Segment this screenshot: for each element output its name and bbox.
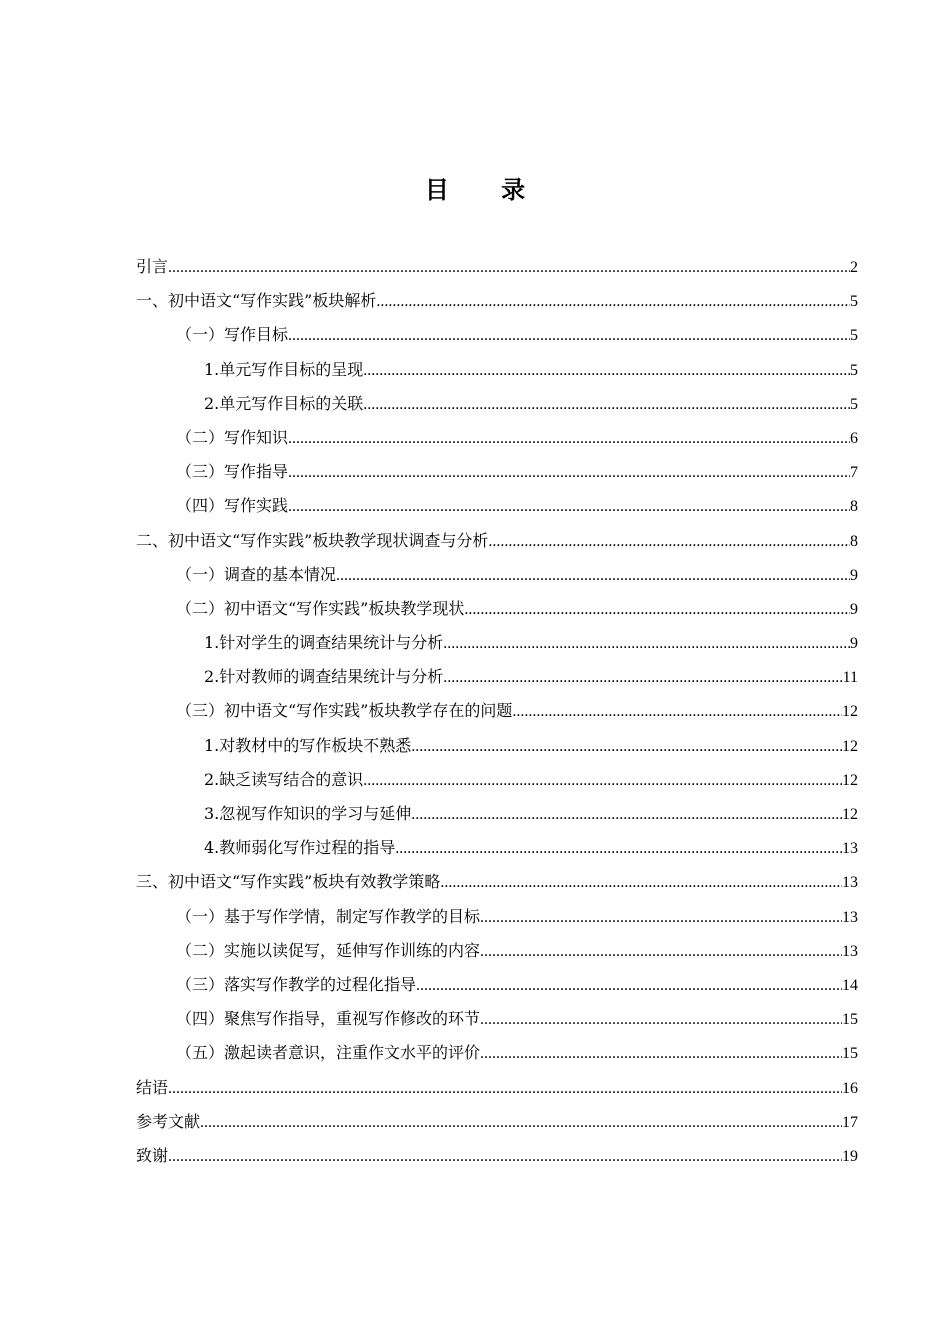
table-of-contents <box>136 250 858 1173</box>
toc-entry-page-number: 9 <box>850 600 858 618</box>
toc-entry-page-number: 5 <box>850 293 858 311</box>
toc-entry-page-number: 13 <box>842 874 858 892</box>
toc-entry[interactable] <box>136 831 858 865</box>
toc-dot-leader <box>363 354 850 388</box>
toc-entry-page-number: 7 <box>850 464 858 482</box>
toc-entry-page-number: 8 <box>850 498 858 516</box>
toc-entry[interactable] <box>136 421 858 455</box>
toc-dot-leader <box>480 935 842 969</box>
toc-dot-leader <box>288 319 850 353</box>
toc-entry-label: （一）基于写作学情，制定写作教学的目标 <box>176 906 481 926</box>
toc-entry-page-number: 12 <box>842 806 858 823</box>
toc-entry-label: （四）写作实践 <box>176 496 289 516</box>
toc-entry-page-number: 13 <box>842 908 858 926</box>
toc-dot-leader <box>411 798 842 832</box>
toc-entry[interactable] <box>136 318 858 352</box>
toc-dot-leader <box>168 251 850 285</box>
toc-entry-label: 3.忽视写作知识的学习与延伸 <box>204 804 412 823</box>
toc-entry-label: （二）写作知识 <box>176 427 289 447</box>
toc-entry-page-number: 8 <box>850 532 858 550</box>
toc-entry-page-number: 5 <box>850 361 858 379</box>
toc-dot-leader <box>288 456 850 490</box>
toc-dot-leader <box>512 695 842 729</box>
toc-dot-leader <box>168 1140 842 1174</box>
toc-entry[interactable] <box>136 660 858 694</box>
toc-entry-page-number: 12 <box>842 771 858 789</box>
toc-entry[interactable] <box>136 865 858 899</box>
toc-entry-page-number: 13 <box>842 840 858 858</box>
toc-entry-label: （五）激起读者意识，注重作文水平的评价 <box>176 1043 481 1063</box>
toc-entry-page-number: 12 <box>842 703 858 721</box>
toc-entry-page-number: 17 <box>842 1113 858 1131</box>
toc-dot-leader <box>168 1072 842 1106</box>
toc-entry[interactable] <box>136 1036 858 1070</box>
toc-entry[interactable] <box>136 1071 858 1105</box>
toc-entry-label: 2.缺乏读写结合的意识 <box>204 769 364 789</box>
toc-entry-page-number: 9 <box>850 635 858 653</box>
toc-dot-leader <box>288 422 850 456</box>
toc-entry-page-number: 2 <box>850 259 858 276</box>
toc-dot-leader <box>464 593 850 627</box>
toc-entry-label: 二、初中语文“写作实践”板块教学现状调查与分析 <box>136 530 489 550</box>
toc-entry[interactable] <box>136 694 858 728</box>
toc-entry[interactable] <box>136 592 858 626</box>
toc-entry-label: 1.针对学生的调查结果统计与分析 <box>204 633 444 653</box>
toc-entry-label: 2.单元写作目标的关联 <box>204 393 364 413</box>
toc-entry-label: （二）初中语文“写作实践”板块教学现状 <box>176 598 465 618</box>
toc-entry[interactable] <box>136 934 858 968</box>
toc-entry[interactable] <box>136 284 858 318</box>
toc-dot-leader <box>411 730 842 764</box>
toc-entry[interactable] <box>136 1002 858 1036</box>
toc-entry-label: 1.对教材中的写作板块不熟悉 <box>204 735 412 755</box>
toc-dot-leader <box>363 388 850 422</box>
toc-entry[interactable] <box>136 524 858 558</box>
toc-entry-label: 结语 <box>136 1077 169 1097</box>
toc-entry-page-number: 13 <box>842 942 858 960</box>
toc-entry-label: （三）写作指导 <box>176 462 289 482</box>
toc-entry[interactable] <box>136 968 858 1002</box>
toc-dot-leader <box>416 969 842 1003</box>
toc-entry[interactable] <box>136 455 858 489</box>
toc-entry[interactable] <box>136 1105 858 1139</box>
toc-entry-page-number: 14 <box>842 976 858 994</box>
toc-entry-page-number: 6 <box>850 429 858 447</box>
toc-entry[interactable] <box>136 1139 858 1173</box>
toc-dot-leader <box>443 661 842 695</box>
toc-dot-leader <box>480 1003 842 1037</box>
toc-dot-leader <box>488 525 850 559</box>
toc-entry-label: （二）实施以读促写，延伸写作训练的内容 <box>176 940 481 960</box>
toc-entry[interactable] <box>136 763 858 797</box>
toc-entry[interactable] <box>136 387 858 421</box>
toc-dot-leader <box>288 490 850 524</box>
toc-entry-label: 4.教师弱化写作过程的指导 <box>204 838 396 858</box>
toc-entry-page-number: 16 <box>842 1079 858 1097</box>
toc-entry-label: 参考文献 <box>136 1111 201 1131</box>
toc-dot-leader <box>363 764 842 798</box>
toc-entry-label: 一、初中语文“写作实践”板块解析 <box>136 291 377 311</box>
toc-entry[interactable] <box>136 729 858 763</box>
toc-entry-page-number: 15 <box>842 1045 858 1063</box>
toc-entry-label: 1.单元写作目标的呈现 <box>204 359 364 379</box>
toc-dot-leader <box>200 1106 842 1140</box>
toc-entry-page-number: 19 <box>842 1147 858 1165</box>
toc-dot-leader <box>376 285 850 319</box>
toc-entry-page-number: 9 <box>850 566 858 584</box>
toc-entry-label: 致谢 <box>136 1145 169 1165</box>
toc-entry[interactable] <box>136 353 858 387</box>
toc-dot-leader <box>336 559 850 593</box>
toc-entry-label: （四）聚焦写作指导，重视写作修改的环节 <box>176 1009 481 1029</box>
toc-entry-label: 2.针对教师的调查结果统计与分析 <box>204 667 444 687</box>
toc-entry-label: （三）落实写作教学的过程化指导 <box>176 974 417 994</box>
toc-entry[interactable] <box>136 797 858 831</box>
toc-dot-leader <box>480 1037 842 1071</box>
toc-entry[interactable] <box>136 489 858 523</box>
toc-entry[interactable] <box>136 250 858 284</box>
toc-entry-page-number: 5 <box>850 395 858 413</box>
toc-dot-leader <box>440 866 842 900</box>
toc-dot-leader <box>480 901 842 935</box>
toc-entry-label: （一）调查的基本情况 <box>176 564 337 584</box>
toc-entry[interactable] <box>136 558 858 592</box>
toc-entry-label: 引言 <box>136 257 169 276</box>
page-title: 目 录 <box>424 176 548 204</box>
toc-entry-page-number: 11 <box>842 669 858 687</box>
toc-entry-page-number: 5 <box>850 327 858 345</box>
toc-dot-leader <box>443 627 850 661</box>
toc-entry-label: （一）写作目标 <box>176 325 289 345</box>
toc-entry-page-number: 12 <box>842 737 858 755</box>
toc-entry-label: 三、初中语文“写作实践”板块有效教学策略 <box>136 872 441 892</box>
toc-entry-page-number: 15 <box>842 1011 858 1029</box>
toc-entry-label: （三）初中语文“写作实践”板块教学存在的问题 <box>176 701 513 721</box>
toc-dot-leader <box>395 832 842 866</box>
toc-entry[interactable] <box>136 626 858 660</box>
toc-entry[interactable] <box>136 900 858 934</box>
